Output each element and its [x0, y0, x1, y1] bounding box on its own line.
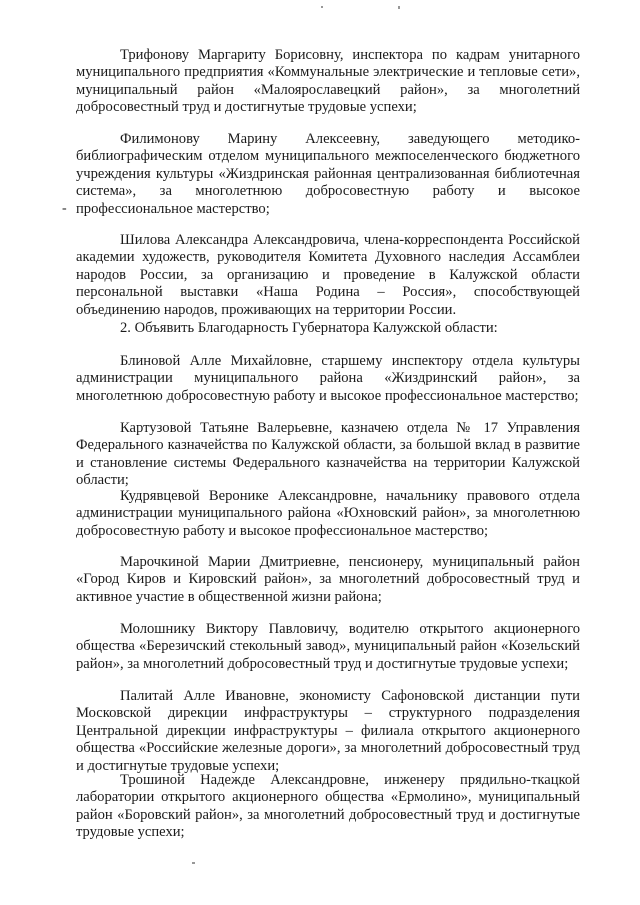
award-paragraph [76, 488, 580, 540]
award-paragraph [76, 131, 580, 218]
award-paragraph [76, 47, 580, 117]
margin-mark: - [62, 201, 67, 216]
paragraph-text: Палитай Алле Ивановне, экономисту Сафоновской дистанции пути Московской дирекции инфраструктуры – структурного подразделения Центральной дирекции инфраструктуры – филиала открытого акционерного общества «Российские железные дороги», за многолетний добросовестный труд и достигнутые трудовые успехи; [76, 688, 580, 774]
paragraph-text: Картузовой Татьяне Валерьевне, казначею отдела № 17 Управления Федерального казначейства по Калужской области, за большой вклад в развитие и становление системы Федерального казначейства на территории Калужской области; [76, 420, 580, 489]
paragraph-text: Молошнику Виктору Павловичу, водителю открытого акционерного общества «Березичский стекольный завод», муниципальный район «Козельский район», за многолетний добросовестный труд и достигнутые трудовые успехи; [76, 621, 580, 672]
paragraph-text: Марочкиной Марии Дмитриевне, пенсионеру, муниципальный район «Город Киров и Кировский район», за многолетний добросовестный труд и активное участие в общественной жизни района; [76, 554, 580, 605]
paragraph-text: Трифонову Маргариту Борисовну, инспектора по кадрам унитарного муниципального предприятия «Коммунальные электрические и тепловые сети», муниципальный район «Малоярославецкий район», за многолетний добросовестный труд и достигнутые трудовые успехи; [76, 47, 580, 116]
paragraph-text: Блиновой Алле Михайловне, старшему инспектору отдела культуры администрации муниципального района «Жиздринский район», за многолетнюю добросовестную работу и высокое профессиональное мастерство; [76, 353, 580, 404]
award-paragraph [76, 554, 580, 606]
section-heading [76, 320, 580, 337]
paragraph-text: Кудрявцевой Веронике Александровне, начальнику правового отдела администрации муниципального района «Юхновский район», за многолетнюю добросовестную работу и высокое профессиональное мастерство; [76, 488, 580, 539]
paragraph-text: 2. Объявить Благодарность Губернатора Калужской области: [120, 320, 498, 336]
scan-speck [398, 6, 400, 9]
paragraph-text: Филимонову Марину Алексеевну, заведующего методико-библиографическим отделом муниципального межпоселенческого бюджетного учреждения культуры «Жиздринская районная централизованная библиотечная система», за многолетнюю добросовестную работу и высокое профессиональное мастерство; [76, 131, 580, 217]
award-paragraph [76, 420, 580, 490]
paragraph-text: Трошиной Надежде Александровне, инженеру прядильно-ткацкой лаборатории открытого акционерного общества «Ермолино», муниципальный район «Боровский район», за многолетний добросовестный труд и достигнутые трудовые успехи; [76, 772, 580, 841]
award-paragraph [76, 688, 580, 775]
scan-speck [321, 6, 323, 8]
award-paragraph [76, 232, 580, 319]
award-paragraph [76, 772, 580, 842]
award-paragraph [76, 621, 580, 673]
paragraph-text: Шилова Александра Александровича, члена-корреспондента Российской академии художеств, руководителя Комитета Духовного наследия Ассамблеи народов России, за организацию и проведение в Калужской области персональной выставки «Наша Родина – Россия», способствующей объединению народов, проживающих на территории России. [76, 232, 580, 318]
scan-speck [192, 862, 195, 864]
award-paragraph [76, 353, 580, 405]
